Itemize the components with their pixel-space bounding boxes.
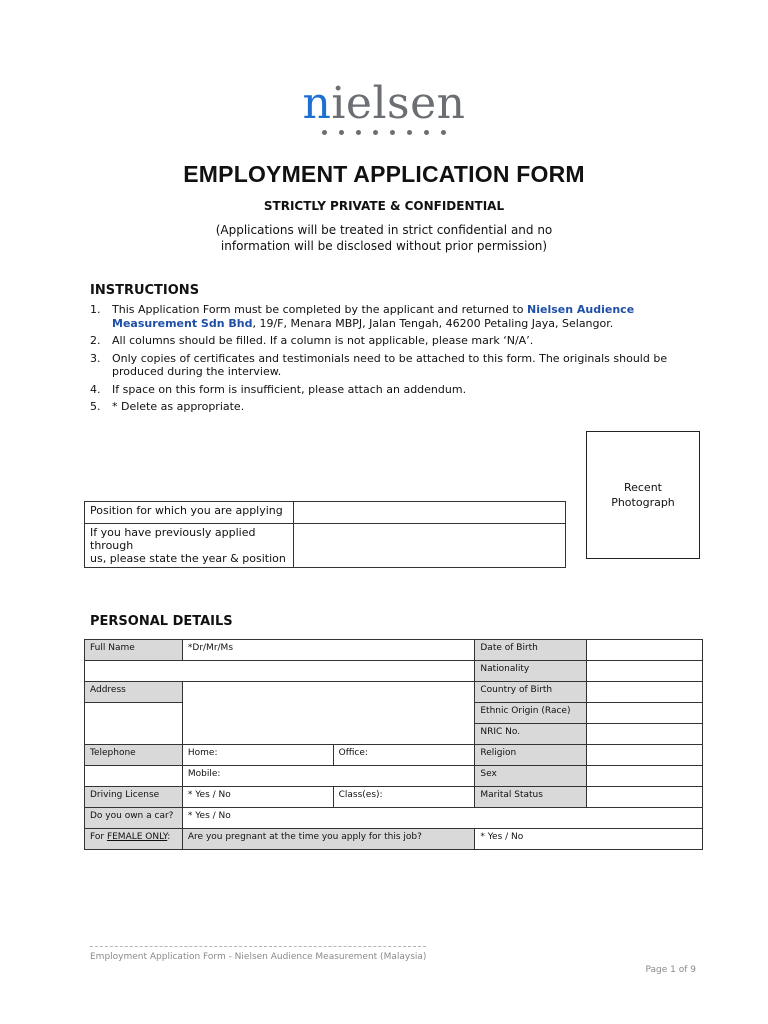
sex-field[interactable]: [587, 766, 703, 787]
marital-status-label: Marital Status: [475, 787, 587, 808]
nationality-label: Nationality: [475, 661, 587, 682]
marital-status-field[interactable]: [587, 787, 703, 808]
mobile-phone-field[interactable]: Mobile:: [182, 766, 474, 787]
address-field[interactable]: [182, 682, 474, 745]
ethnic-origin-field[interactable]: [587, 703, 703, 724]
position-field[interactable]: [294, 502, 566, 524]
telephone-label-spacer: [85, 766, 183, 787]
footer-divider: [90, 946, 426, 947]
confidentiality-note: [0, 222, 768, 254]
ethnic-origin-label: Ethnic Origin (Race): [475, 703, 587, 724]
instruction-item: [90, 352, 700, 379]
instructions-heading: INSTRUCTIONS: [90, 283, 200, 298]
previous-application-label: If you have previously applied through us, please state the year & position: [85, 524, 294, 568]
date-of-birth-label: Date of Birth: [475, 640, 587, 661]
full-name-field[interactable]: [182, 640, 474, 661]
driving-license-label: Driving License: [85, 787, 183, 808]
photo-placeholder[interactable]: [586, 431, 700, 559]
footer-text: Employment Application Form - Nielsen Audience Measurement (Malaysia): [90, 952, 427, 962]
photo-label-line-1: Recent: [623, 481, 662, 494]
office-phone-field[interactable]: Office:: [333, 745, 475, 766]
page-number: Page 1 of 9: [645, 965, 696, 975]
instruction-item: [90, 334, 700, 348]
country-of-birth-label: Country of Birth: [475, 682, 587, 703]
logo-word-rest: ielsen: [331, 78, 466, 129]
logo-dots: [0, 130, 768, 135]
address-label: Address: [85, 682, 183, 703]
instructions-list: [90, 303, 700, 418]
full-name-label: Full Name: [85, 640, 183, 661]
personal-details-table: [84, 639, 703, 850]
company-name: Nielsen Audience Measurement Sdn Bhd: [112, 303, 635, 330]
instruction-text: Only copies of certificates and testimonials need to be attached to this form. The originals should be produced during the interview.: [112, 351, 668, 378]
instruction-number: 4.: [90, 382, 101, 396]
pregnancy-question: Are you pregnant at the time you apply for this job?: [182, 829, 474, 850]
logo-accent-letter: n: [302, 78, 332, 129]
own-car-label: Do you own a car?: [85, 808, 183, 829]
country-of-birth-field[interactable]: [587, 682, 703, 703]
title-options: *Dr/Mr/Ms: [187, 643, 234, 653]
full-name-continuation-field[interactable]: [85, 661, 475, 682]
instruction-number: 1.: [90, 303, 101, 316]
driving-license-yes-no[interactable]: * Yes / No: [182, 787, 333, 808]
instruction-number: 3.: [90, 351, 101, 365]
nielsen-logo: [0, 80, 768, 135]
note-line-1: (Applications will be treated in strict confidential and no: [215, 223, 553, 237]
home-phone-field[interactable]: Home:: [182, 745, 333, 766]
address-label-spacer: [85, 703, 183, 745]
company-address: , 19/F, Menara MBPJ, Jalan Tengah, 46200 Petaling Jaya, Selangor.: [252, 316, 614, 330]
instruction-text: This Application Form must be completed by the applicant and returned to: [112, 303, 528, 316]
instruction-item: [90, 400, 700, 414]
telephone-label: Telephone: [85, 745, 183, 766]
confidential-subtitle: STRICTLY PRIVATE & CONFIDENTIAL: [263, 199, 505, 213]
instruction-number: 5.: [90, 400, 101, 413]
instruction-text: * Delete as appropriate.: [112, 400, 245, 413]
female-only-label: For FEMALE ONLY:: [85, 829, 183, 850]
sex-label: Sex: [475, 766, 587, 787]
position-label: Position for which you are applying: [85, 502, 294, 524]
religion-label: Religion: [475, 745, 587, 766]
instruction-item: [90, 383, 700, 397]
license-class-field[interactable]: Class(es):: [333, 787, 475, 808]
instruction-number: 2.: [90, 334, 101, 347]
note-line-2: information will be disclosed without prior permission): [220, 239, 548, 253]
own-car-yes-no[interactable]: * Yes / No: [182, 808, 702, 829]
application-position-table: [84, 501, 566, 568]
date-of-birth-field[interactable]: [587, 640, 703, 661]
page-title: EMPLOYMENT APPLICATION FORM: [183, 161, 585, 187]
nationality-field[interactable]: [587, 661, 703, 682]
nric-label: NRIC No.: [475, 724, 587, 745]
pregnancy-yes-no[interactable]: * Yes / No: [475, 829, 703, 850]
photo-label-line-2: Photograph: [611, 496, 675, 509]
instruction-text: All columns should be filled. If a column is not applicable, please mark ‘N/A’.: [112, 334, 534, 347]
instruction-item: [90, 303, 700, 330]
religion-field[interactable]: [587, 745, 703, 766]
nric-field[interactable]: [587, 724, 703, 745]
instruction-text: If space on this form is insufficient, please attach an addendum.: [112, 382, 467, 396]
personal-details-heading: PERSONAL DETAILS: [90, 614, 233, 629]
previous-application-field[interactable]: [294, 524, 566, 568]
